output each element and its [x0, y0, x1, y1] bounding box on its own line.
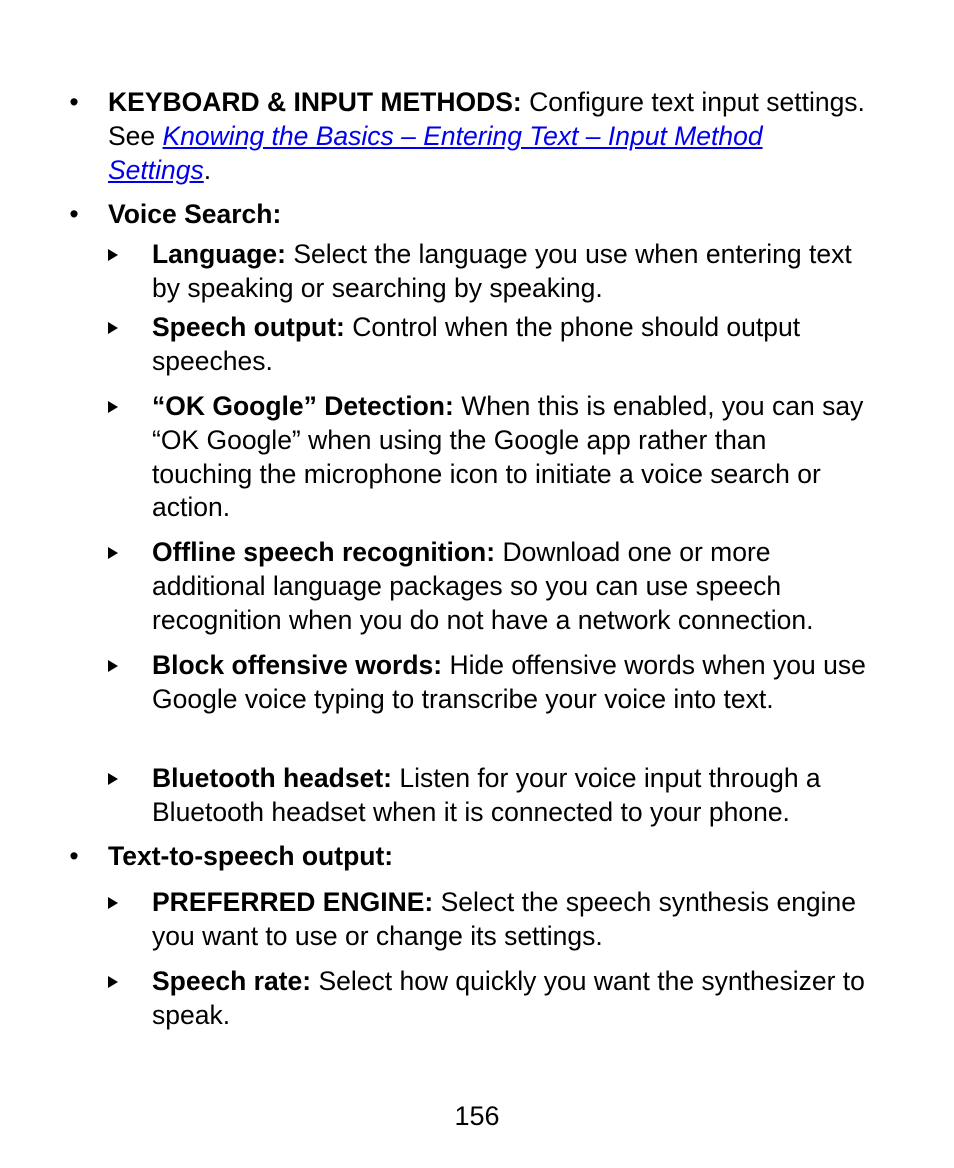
list-item-keyboard-input-methods: [69, 86, 868, 187]
item-title: “OK Google” Detection:: [152, 391, 454, 421]
knowing-the-basics-link[interactable]: Knowing the Basics – Entering Text – Input Method Settings: [108, 120, 763, 185]
triangle-right-icon: [108, 773, 118, 785]
item-title: Bluetooth headset:: [152, 763, 392, 793]
sub-item-offline-speech-recognition: [152, 536, 868, 637]
item-text: Select the speech synthesis engine you want to use or change its settings.: [152, 887, 857, 951]
item-text: Select how quickly you want the synthesizer to speak.: [152, 966, 865, 1030]
triangle-right-icon: [108, 897, 118, 909]
sub-item-language: [152, 238, 868, 306]
sub-item-speech-output: [152, 311, 868, 379]
item-title: Text-to-speech output:: [108, 841, 394, 871]
sub-item-block-offensive-words: [152, 649, 868, 717]
item-text: When this is enabled, you can say “OK Google” when using the Google app rather than touching the microphone icon to initiate a voice search or action.: [152, 391, 864, 523]
item-title: Speech output:: [152, 312, 345, 342]
triangle-right-icon: [108, 249, 118, 261]
item-text: Listen for your voice input through a Bluetooth headset when it is connected to your phone.: [152, 763, 821, 827]
item-title: PREFERRED ENGINE:: [152, 887, 434, 917]
sub-item-preferred-engine: [152, 886, 868, 954]
item-text-end: .: [203, 154, 212, 185]
item-text: Configure text input settings. See: [108, 87, 865, 151]
bullet-icon: •: [69, 841, 79, 871]
item-text: Select the language you use when entering text by speaking or searching by speaking.: [152, 239, 852, 303]
item-title: Voice Search:: [108, 199, 282, 229]
sub-item-speech-rate: [152, 965, 868, 1033]
item-title: Speech rate:: [152, 966, 312, 996]
triangle-right-icon: [108, 322, 118, 334]
item-text: Control when the phone should output speeches.: [152, 312, 801, 376]
item-title: Block offensive words:: [152, 650, 443, 680]
sub-item-bluetooth-headset: [152, 762, 868, 830]
page-number: 156: [454, 1101, 500, 1131]
item-text: Download one or more additional language packages so you can use speech recognition when you do not have a network connection.: [152, 537, 814, 635]
triangle-right-icon: [108, 660, 118, 672]
triangle-right-icon: [108, 976, 118, 988]
triangle-right-icon: [108, 547, 118, 559]
list-item-text-to-speech-output: [69, 840, 868, 874]
bullet-icon: •: [69, 87, 79, 117]
bullet-icon: •: [69, 199, 79, 229]
item-text: Hide offensive words when you use Google voice typing to transcribe your voice into text.: [152, 650, 866, 714]
item-title: Offline speech recognition:: [152, 537, 496, 567]
list-item-voice-search: [69, 198, 868, 232]
sub-item-ok-google-detection: [152, 390, 868, 525]
triangle-right-icon: [108, 401, 118, 413]
item-title: Language:: [152, 239, 286, 269]
item-title: KEYBOARD & INPUT METHODS:: [108, 87, 522, 117]
